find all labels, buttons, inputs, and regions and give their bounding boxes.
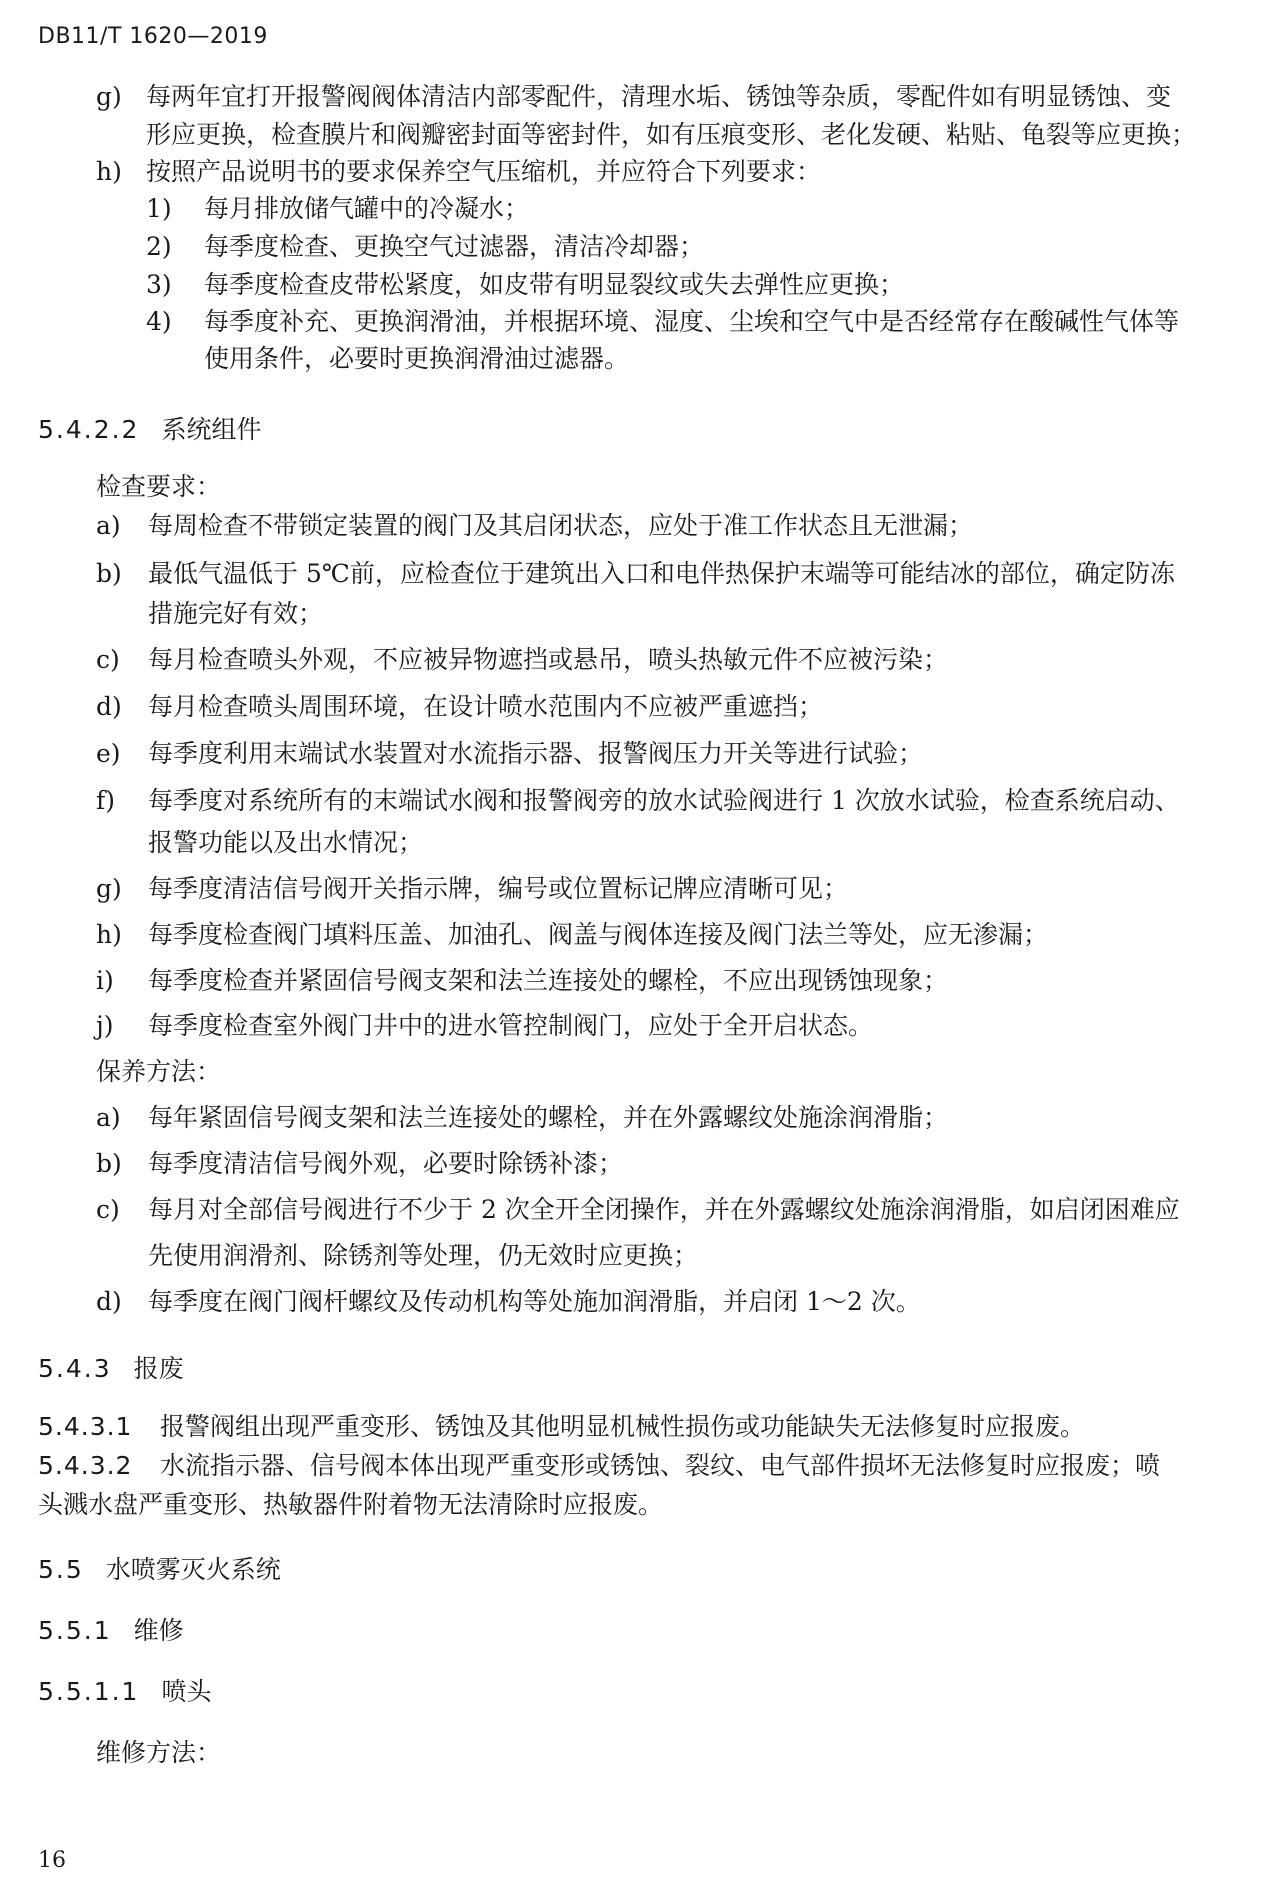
maint-item-a: a) 每年紧固信号阀支架和法兰连接处的螺栓，并在外露螺纹处施涂润滑脂；	[96, 1103, 949, 1132]
sublist-item-3: 3) 每季度检查皮带松紧度，如皮带有明显裂纹或失去弹性应更换；	[146, 270, 905, 299]
check-item-b-cont: 措施完好有效；	[148, 599, 324, 628]
section-heading-5-4-2-2: 5.4.2.2 系统组件	[38, 415, 262, 444]
maint-item-b: b) 每季度清洁信号阀外观，必要时除锈补漆；	[96, 1149, 624, 1178]
sublist-item-4-cont: 使用条件，必要时更换润滑油过滤器。	[204, 344, 630, 373]
maint-item-c: c) 每月对全部信号阀进行不少于 2 次全开全闭操作，并在外露螺纹处施涂润滑脂，如启闭困难应	[96, 1195, 1180, 1224]
check-requirements-label: 检查要求：	[96, 472, 222, 501]
check-item-f: f) 每季度对系统所有的末端试水阀和报警阀旁的放水试验阀进行 1 次放水试验，检查系统启动、	[96, 786, 1180, 815]
check-item-c: c) 每月检查喷头外观，不应被异物遮挡或悬吊，喷头热敏元件不应被污染；	[96, 645, 949, 674]
check-item-e: e) 每季度利用末端试水装置对水流指示器、报警阀压力开关等进行试验；	[96, 739, 924, 768]
section-heading-5-4-3: 5.4.3 报废	[38, 1354, 184, 1383]
sublist-item-4: 4) 每季度补充、更换润滑油，并根据环境、湿度、尘埃和空气中是否经常存在酸碱性气体等	[146, 307, 1180, 336]
document-header: DB11/T 1620—2019	[38, 24, 268, 49]
check-item-i: i) 每季度检查并紧固信号阀支架和法兰连接处的螺栓，不应出现锈蚀现象；	[96, 966, 949, 995]
sublist-item-2: 2) 每季度检查、更换空气过滤器，清洁冷却器；	[146, 232, 705, 261]
section-heading-5-5-1-1: 5.5.1.1 喷头	[38, 1677, 212, 1706]
section-heading-5-5-1: 5.5.1 维修	[38, 1616, 184, 1645]
maint-item-c-cont: 先使用润滑剂、除锈剂等处理，仍无效时应更换；	[148, 1241, 699, 1270]
page-number: 16	[38, 1848, 66, 1873]
section-heading-5-5: 5.5 水喷雾灭火系统	[38, 1555, 281, 1584]
repair-method-label: 维修方法：	[96, 1738, 222, 1767]
sublist-item-1: 1) 每月排放储气罐中的冷凝水；	[146, 194, 530, 223]
maint-item-d: d) 每季度在阀门阀杆螺纹及传动机构等处施加润滑脂，并启闭 1～2 次。	[96, 1287, 921, 1316]
list-item-g: g) 每两年宜打开报警阀阀体清洁内部零配件，清理水垢、锈蚀等杂质，零配件如有明显锈蚀、变	[96, 82, 1172, 111]
check-item-f-cont: 报警功能以及出水情况；	[148, 828, 424, 857]
check-item-b: b) 最低气温低于 5℃前，应检查位于建筑出入口和电伴热保护末端等可能结冰的部位，确定防冻	[96, 559, 1175, 588]
check-item-g: g) 每季度清洁信号阀开关指示牌，编号或位置标记牌应清晰可见；	[96, 874, 849, 903]
clause-5-4-3-1: 5.4.3.1 报警阀组出现严重变形、锈蚀及其他明显机械性损伤或功能缺失无法修复时应报废。	[38, 1412, 1086, 1441]
clause-5-4-3-2-cont: 头溅水盘严重变形、热敏器件附着物无法清除时应报废。	[38, 1490, 664, 1519]
maintenance-method-label: 保养方法：	[96, 1057, 222, 1086]
check-item-a: a) 每周检查不带锁定装置的阀门及其启闭状态，应处于准工作状态且无泄漏；	[96, 511, 974, 540]
check-item-h: h) 每季度检查阀门填料压盖、加油孔、阀盖与阀体连接及阀门法兰等处，应无渗漏；	[96, 920, 1049, 949]
check-item-j: j) 每季度检查室外阀门井中的进水管控制阀门，应处于全开启状态。	[96, 1011, 874, 1040]
check-item-d: d) 每月检查喷头周围环境，在设计喷水范围内不应被严重遮挡；	[96, 692, 824, 721]
list-item-h: h) 按照产品说明书的要求保养空气压缩机，并应符合下列要求：	[96, 157, 822, 186]
clause-5-4-3-2: 5.4.3.2 水流指示器、信号阀本体出现严重变形或锈蚀、裂纹、电气部件损坏无法修复时应报废；喷	[38, 1451, 1161, 1480]
list-item-g-cont: 形应更换，检查膜片和阀瓣密封面等密封件，如有压痕变形、老化发硬、粘贴、龟裂等应更换；	[146, 120, 1197, 149]
